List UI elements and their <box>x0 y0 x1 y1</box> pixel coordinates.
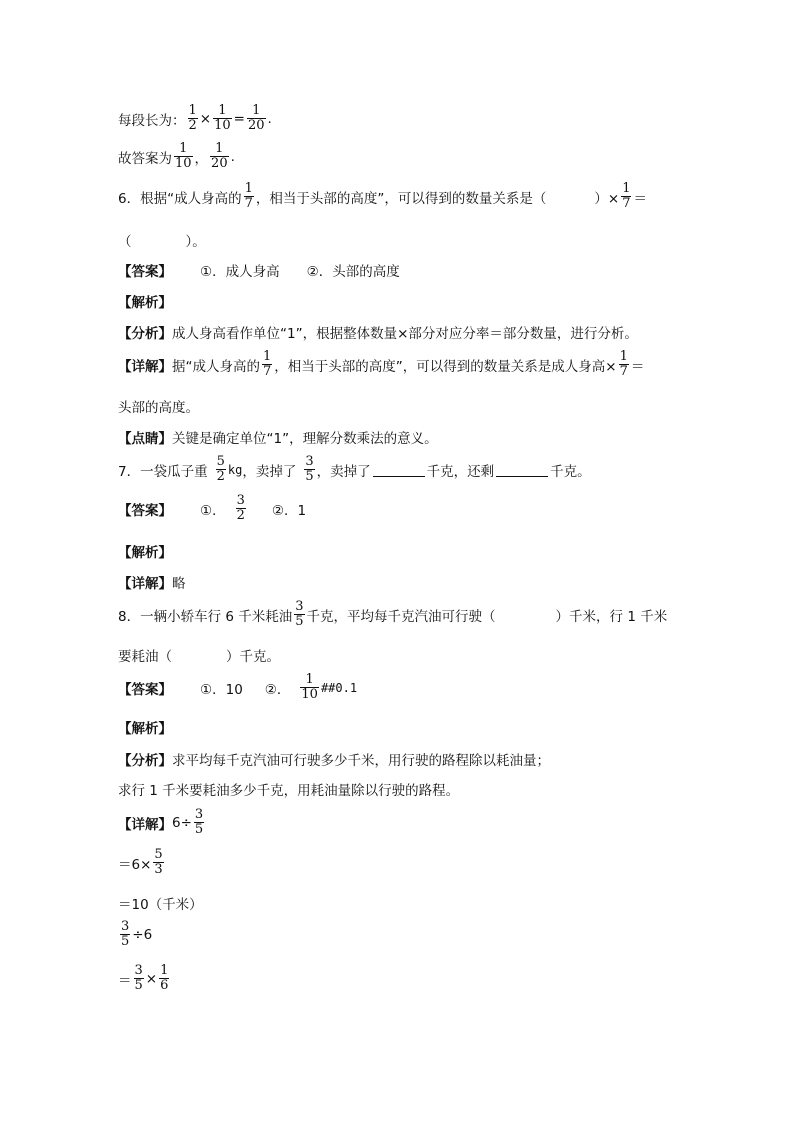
question-8 <box>118 600 694 629</box>
fraction: $\frac{3}{5}$ <box>194 807 204 837</box>
answer-text: ②． <box>264 681 291 698</box>
fenxi-text: 求行 1 千米要耗油多少千克，用耗油量除以行驶的路程。 <box>118 783 460 799</box>
question-6-answer <box>118 260 694 280</box>
fraction: $\frac{3}{5}$ <box>134 963 143 993</box>
question-8-step3 <box>118 893 694 913</box>
equals-sign: = <box>233 110 245 127</box>
question-6-dianjing <box>118 427 694 447</box>
times-sign: × <box>145 970 158 987</box>
fraction: $\frac{1}{20}$ <box>247 103 265 133</box>
fraction: $\frac{1}{7}$ <box>244 181 253 211</box>
answer-blank <box>373 462 425 477</box>
question-7-detail <box>118 572 694 592</box>
answer-text: ②．1 <box>271 502 307 519</box>
step-text: ＝10（千米） <box>118 897 203 913</box>
fraction: $\frac{1}{7}$ <box>619 349 628 379</box>
question-text: 千克，还剩 <box>426 463 495 480</box>
fraction: $\frac{5}{3}$ <box>154 847 163 877</box>
answer-text: ①． <box>200 502 226 519</box>
fraction: $\frac{1}{10}$ <box>214 103 231 133</box>
question-text: （ ）。 <box>118 234 206 250</box>
fraction: $\frac{1}{2}$ <box>188 103 197 133</box>
detail-text: ，相当于头部的高度”，可以得到的数量关系是成人身高× <box>274 358 617 375</box>
fraction: $\frac{1}{7}$ <box>622 181 631 211</box>
unit: kg <box>227 462 243 477</box>
period: . <box>267 110 272 127</box>
question-text: 千克，平均每千克汽油可行驶（ <box>306 608 496 625</box>
question-8-step4 <box>118 920 694 949</box>
question-7-analysis <box>118 541 694 561</box>
answer-label: 【答案】 <box>118 264 172 280</box>
detail-label: 【详解】 <box>118 816 172 833</box>
answer-alt: ##0.1 <box>320 680 358 695</box>
analysis-label: 【解析】 <box>118 295 172 311</box>
fraction: $\frac{5}{2}$ <box>216 454 225 484</box>
fenxi-label: 【分析】 <box>118 326 172 342</box>
fenxi-text: 成人身高看作单位“1”，根据整体数量×部分对应分率＝部分数量，进行分析。 <box>172 326 638 342</box>
fraction: $\frac{1}{10}$ <box>301 672 318 702</box>
question-6-analysis <box>118 291 694 311</box>
question-7-answer <box>118 494 694 523</box>
fraction: $\frac{3}{5}$ <box>305 454 314 484</box>
question-8-fenxi-line2 <box>118 779 694 799</box>
detail-text: ＝ <box>630 358 645 375</box>
question-8-step2 <box>118 848 694 877</box>
question-6-line2 <box>118 230 694 250</box>
question-6-fenxi <box>118 322 694 342</box>
question-text: 7．一袋瓜子重 <box>118 463 208 480</box>
question-text: 6．根据“成人身高的 <box>118 190 242 207</box>
question-text: ）千米，行 1 千米 <box>555 608 668 625</box>
fraction: $\frac{3}{5}$ <box>295 599 304 629</box>
fenxi-label: 【分析】 <box>118 753 172 769</box>
fraction: $\frac{1}{7}$ <box>263 349 272 379</box>
answer-blank <box>496 462 548 477</box>
question-8-answer <box>118 673 694 702</box>
question-8-fenxi <box>118 749 694 769</box>
dianjing-text: 关键是确定单位“1”，理解分数乘法的意义。 <box>172 431 438 447</box>
fraction: $\frac{3}{5}$ <box>121 919 130 949</box>
step-text: ÷6 <box>132 926 153 943</box>
question-text: ，卖掉了 <box>242 463 297 480</box>
analysis-label: 【解析】 <box>118 545 172 561</box>
detail-text: 略 <box>172 576 186 592</box>
answer-label: 【答案】 <box>118 502 172 519</box>
question-8-detail <box>118 808 694 837</box>
question-text: 千克。 <box>550 463 591 480</box>
detail-text: 头部的高度。 <box>118 400 199 416</box>
answer-label: 【答案】 <box>118 681 172 698</box>
answer-text: ①．10 <box>200 681 243 698</box>
question-text: 要耗油（ ）千克。 <box>118 649 280 665</box>
question-8-analysis <box>118 717 694 737</box>
fraction: $\frac{1}{10}$ <box>175 141 192 171</box>
dianjing-label: 【点睛】 <box>118 431 172 447</box>
fraction: $\frac{3}{2}$ <box>236 493 245 523</box>
detail-label: 【详解】 <box>118 576 172 592</box>
times-sign: × <box>199 110 212 127</box>
step-text: ＝ <box>118 972 132 989</box>
question-7 <box>118 455 694 484</box>
answer-text: ①．成人身高 ②．头部的高度 <box>200 264 400 280</box>
segment-length-line <box>118 104 694 133</box>
period: . <box>230 148 235 165</box>
fraction: $\frac{1}{6}$ <box>160 963 169 993</box>
question-8-step5 <box>118 964 694 993</box>
question-text: ，卖掉了 <box>316 463 371 480</box>
fenxi-text: 求平均每千克汽油可行驶多少千米，用行驶的路程除以耗油量； <box>172 753 550 769</box>
fraction: $\frac{1}{20}$ <box>211 141 228 171</box>
question-8-line2 <box>118 645 694 665</box>
question-text: ，相当于头部的高度”，可以得到的数量关系是（ <box>255 190 547 207</box>
question-text: ）× <box>594 190 620 207</box>
detail-text: 据“成人身高的 <box>172 358 260 375</box>
question-6-detail-line2 <box>118 396 694 416</box>
question-text: 8．一辆小轿车行 6 千米耗油 <box>118 608 293 625</box>
detail-label: 【详解】 <box>118 358 172 375</box>
question-text: ＝ <box>633 190 647 207</box>
analysis-label: 【解析】 <box>118 721 172 737</box>
step-text: 6÷ <box>172 814 192 831</box>
text: 故答案为 <box>118 150 172 167</box>
step-text: ＝6× <box>118 856 152 873</box>
question-6 <box>118 182 694 211</box>
question-6-detail <box>118 350 694 379</box>
separator: ， <box>194 150 209 167</box>
answer-summary-line <box>118 142 694 171</box>
text: 每段长为： <box>118 112 186 129</box>
